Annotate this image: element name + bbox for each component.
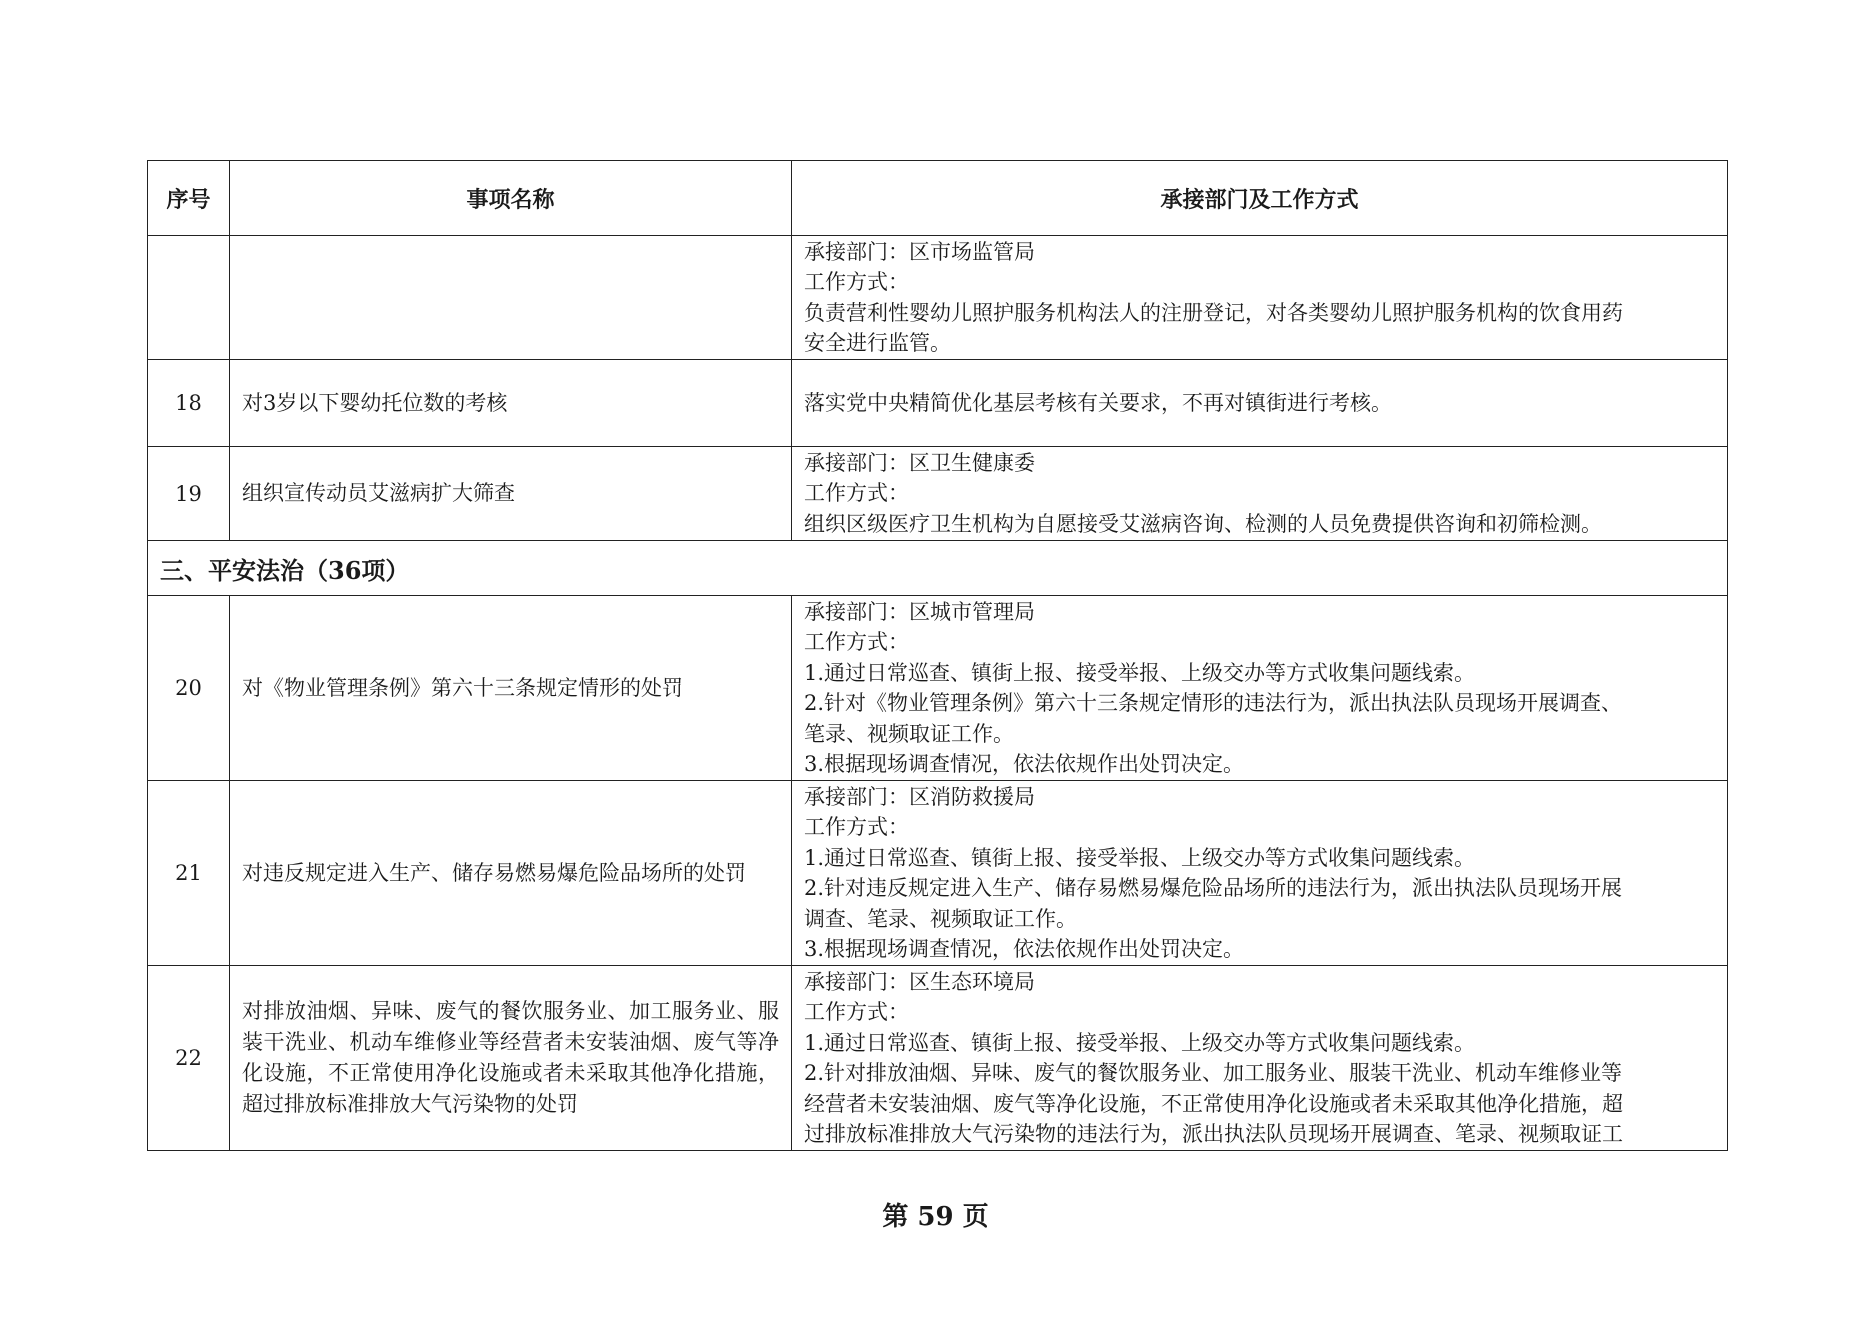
item-name: 对《物业管理条例》第六十三条规定情形的处罚 <box>230 596 792 781</box>
detail-line: 1.通过日常巡查、镇街上报、接受举报、上级交办等方式收集问题线索。 <box>804 845 1476 870</box>
item-detail <box>792 447 1728 541</box>
detail-line: 工作方式： <box>804 270 909 294</box>
detail-line: 1.通过日常巡查、镇街上报、接受举报、上级交办等方式收集问题线索。 <box>804 660 1476 685</box>
table-row <box>148 781 1728 966</box>
table-row <box>148 447 1728 541</box>
item-detail <box>792 596 1728 781</box>
row-number: 21 <box>148 781 230 966</box>
row-number <box>148 236 230 360</box>
item-name <box>230 236 792 360</box>
header-dept: 承接部门及工作方式 <box>792 161 1728 236</box>
detail-line: 承接部门：区消防救援局 <box>804 784 1035 809</box>
detail-line: 承接部门：区生态环境局 <box>804 969 1035 994</box>
detail-line: 承接部门：区城市管理局 <box>804 599 1035 624</box>
row-number: 20 <box>148 596 230 781</box>
detail-line: 工作方式： <box>804 481 909 506</box>
detail-line: 落实党中央精简优化基层考核有关要求，不再对镇街进行考核。 <box>804 390 1392 415</box>
detail-line: 1.通过日常巡查、镇街上报、接受举报、上级交办等方式收集问题线索。 <box>804 1030 1476 1055</box>
item-detail <box>792 360 1728 447</box>
table-row <box>148 236 1728 360</box>
detail-line: 安全进行监管。 <box>804 331 951 355</box>
detail-line: 组织区级医疗卫生机构为自愿接受艾滋病咨询、检测的人员免费提供咨询和初筛检测。 <box>804 511 1602 536</box>
detail-line: 2.针对排放油烟、异味、废气的餐饮服务业、加工服务业、服装干洗业、机动车维修业等 <box>804 1061 1623 1085</box>
page-number: 第 59 页 <box>882 1202 989 1232</box>
item-name: 对违反规定进入生产、储存易燃易爆危险品场所的处罚 <box>230 781 792 966</box>
detail-line: 负责营利性婴幼儿照护服务机构法人的注册登记，对各类婴幼儿照护服务机构的饮食用药 <box>804 300 1623 325</box>
item-name: 组织宣传动员艾滋病扩大筛查 <box>230 447 792 541</box>
detail-line: 笔录、视频取证工作。 <box>804 721 1014 746</box>
detail-line: 3.根据现场调查情况，依法依规作出处罚决定。 <box>804 752 1245 776</box>
item-detail <box>792 781 1728 966</box>
section-title: 三、平安法治（36项） <box>148 541 1728 596</box>
item-detail <box>792 966 1728 1151</box>
header-row <box>148 161 1728 236</box>
detail-line: 过排放标准排放大气污染物的违法行为，派出执法队员现场开展调查、笔录、视频取证工 <box>804 1122 1623 1146</box>
detail-line: 工作方式： <box>804 815 909 839</box>
header-num: 序号 <box>148 161 230 236</box>
header-name: 事项名称 <box>230 161 792 236</box>
detail-line: 承接部门：区卫生健康委 <box>804 450 1035 475</box>
row-number: 18 <box>148 360 230 447</box>
items-table <box>147 160 1728 1151</box>
detail-line: 2.针对《物业管理条例》第六十三条规定情形的违法行为，派出执法队员现场开展调查、 <box>804 691 1623 715</box>
detail-line: 工作方式： <box>804 1000 909 1024</box>
item-detail <box>792 236 1728 360</box>
item-name: 对排放油烟、异味、废气的餐饮服务业、加工服务业、服装干洗业、机动车维修业等经营者未安装油烟、废气等净化设施，不正常使用净化设施或者未采取其他净化措施，超过排放标准排放大气污染物的处罚 <box>230 966 792 1151</box>
row-number: 22 <box>148 966 230 1151</box>
table-row <box>148 360 1728 447</box>
section-row <box>148 541 1728 596</box>
detail-line: 2.针对违反规定进入生产、储存易燃易爆危险品场所的违法行为，派出执法队员现场开展 <box>804 876 1623 900</box>
table-row <box>148 966 1728 1151</box>
table-row <box>148 596 1728 781</box>
detail-line: 经营者未安装油烟、废气等净化设施，不正常使用净化设施或者未采取其他净化措施，超 <box>804 1091 1623 1116</box>
detail-line: 承接部门：区市场监管局 <box>804 239 1035 264</box>
detail-line: 工作方式： <box>804 630 909 654</box>
detail-line: 3.根据现场调查情况，依法依规作出处罚决定。 <box>804 937 1245 961</box>
detail-line: 调查、笔录、视频取证工作。 <box>804 906 1077 931</box>
row-number: 19 <box>148 447 230 541</box>
item-name: 对3岁以下婴幼托位数的考核 <box>230 360 792 447</box>
